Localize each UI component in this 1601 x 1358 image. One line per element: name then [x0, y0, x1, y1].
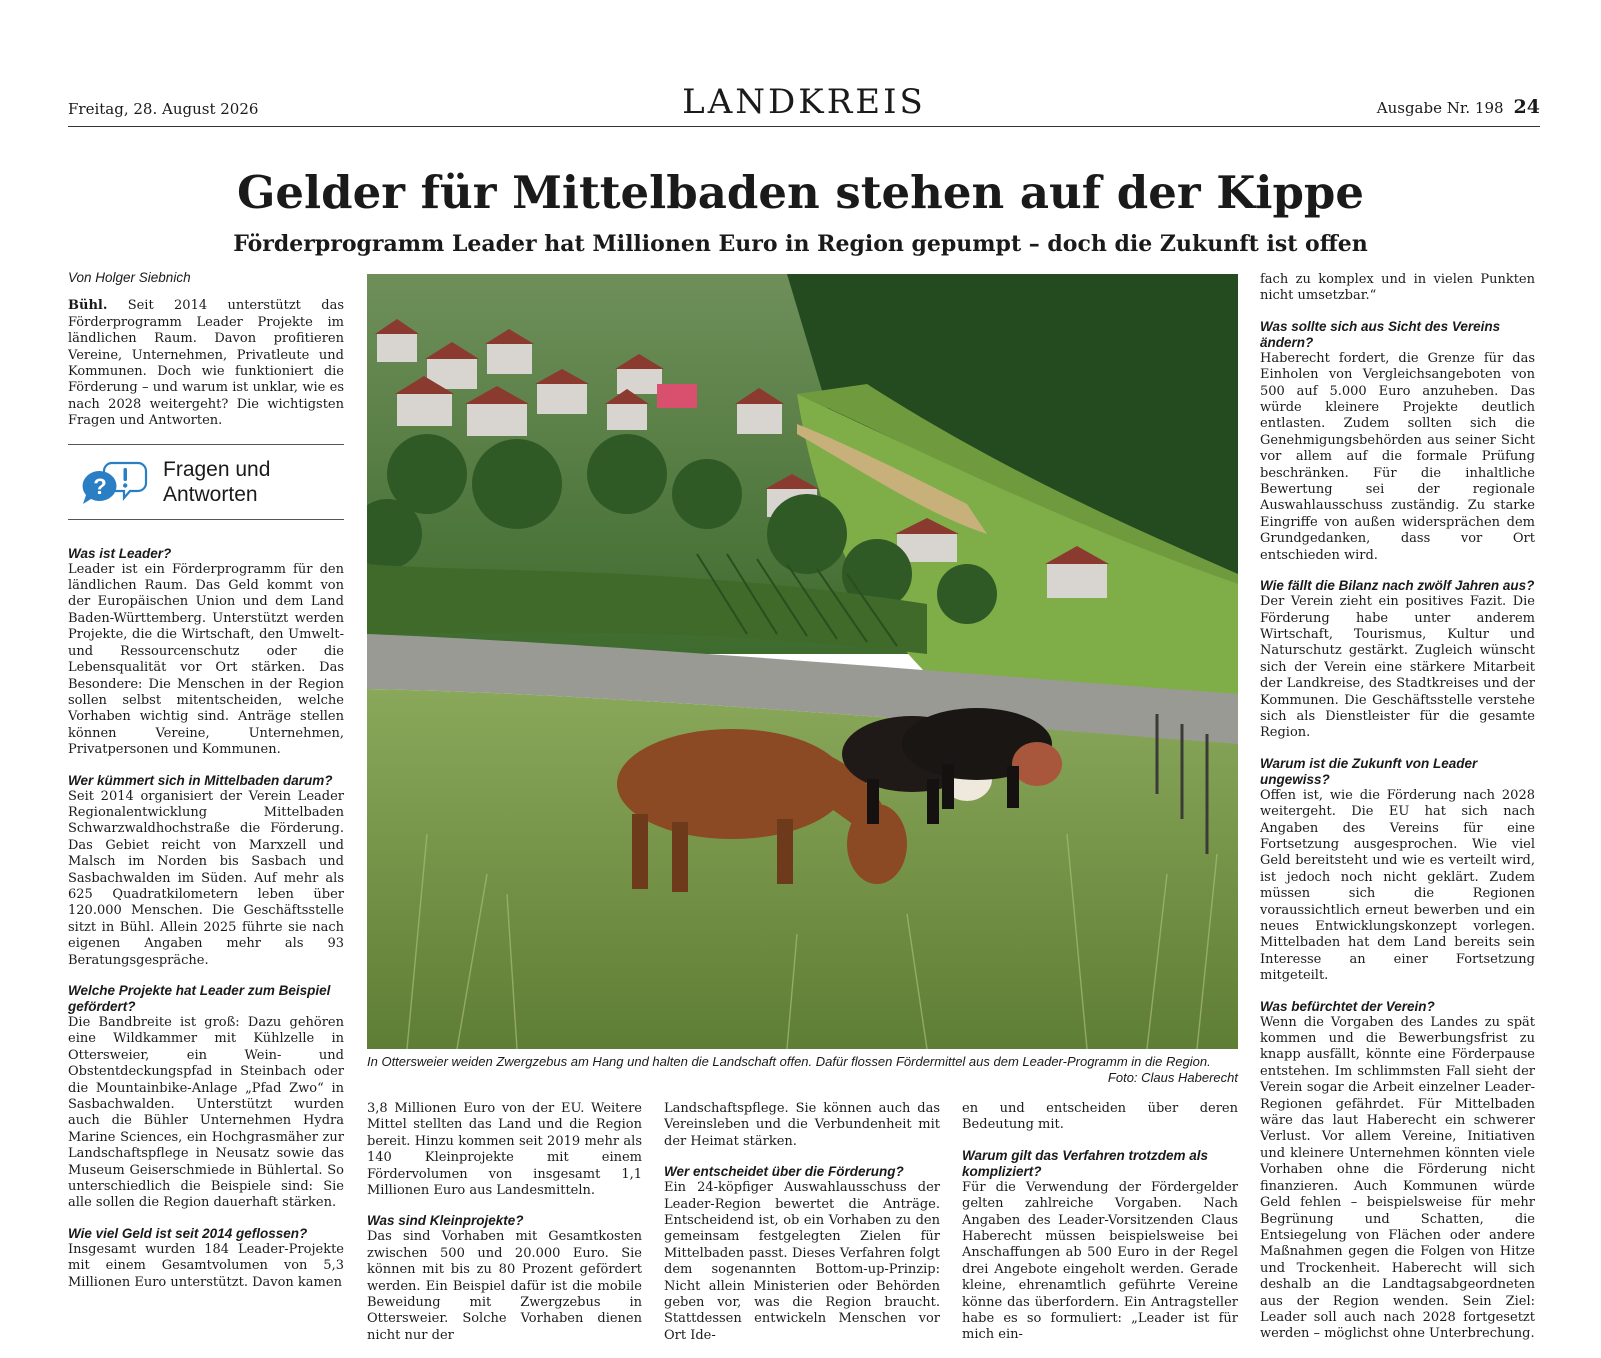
- qa-section: [367, 1101, 642, 1199]
- faq-title-line2: Antworten: [163, 482, 258, 506]
- answer: Offen ist, wie die Förderung nach 2028 weitergeht. Die EU hat sich nach Angaben des Vereins für eine Fortsetzung ausgesprochen. Wie viel Geld bereitsteht und wie es verteilt wird, ist jedoch noch nicht geklärt. Zudem müssen sich die Regionen voraussichtlich erneut bewerben und ein neues Entwicklungskonzept vorlegen. Mittelbaden hat dem Land bereits sein Interesse an einer Fortsetzung mitgeteilt.: [1260, 787, 1535, 984]
- section-title: LANDKREIS: [682, 82, 926, 122]
- column-1: [68, 270, 344, 1305]
- caption-text: In Ottersweier weiden Zwergzebus am Hang und halten die Landschaft offen. Dafür flossen Fördermittel aus dem Leader-Programm in die Region.: [367, 1054, 1211, 1069]
- faq-box: [68, 444, 344, 520]
- headline: Gelder für Mittelbaden stehen auf der Kippe: [237, 166, 1364, 219]
- faq-title-line1: Fragen und: [163, 457, 271, 481]
- question: Was ist Leader?: [68, 545, 172, 561]
- question-exclamation-bubbles-icon: [80, 457, 150, 509]
- question: Warum ist die Zukunft von Leader ungewiss?: [1260, 755, 1478, 787]
- answer: Ein 24-köpfiger Auswahlausschuss der Leader-Region bewertet die Anträge. Entscheidend ist, ob ein Vorhaben zu den gemeinsam festgelegten Zielen für Mittelbaden passt. Dieses Verfahren folgt dem sogenannten Bottom-up-Prinzip: Nicht allein Ministerien oder Behörden geben vor, was die Region braucht. Stattdessen entwickeln Menschen vor Ort Ide-: [664, 1180, 940, 1343]
- svg-text:?: ?: [93, 473, 107, 499]
- qa-section: [1260, 578, 1535, 742]
- qa-section: [664, 1101, 940, 1150]
- qa-section: [68, 773, 344, 969]
- byline: Von Holger Siebnich: [68, 270, 191, 285]
- column-5: [1260, 272, 1535, 1357]
- qa-section: [962, 1148, 1238, 1344]
- dateline: Bühl.: [68, 298, 108, 314]
- qa-section: [367, 1213, 642, 1344]
- column-4: [962, 1101, 1238, 1358]
- issue-number: Ausgabe Nr. 198: [1376, 99, 1504, 117]
- photo-caption: [367, 1054, 1238, 1086]
- question: Wie fällt die Bilanz nach zwölf Jahren aus?: [1260, 578, 1535, 594]
- question: Warum gilt das Verfahren trotzdem als kompliziert?: [962, 1147, 1209, 1179]
- answer: Seit 2014 organisiert der Verein Leader Regionalentwicklung Mittelbaden Schwarzwaldhochstraße die Förderung. Das Gebiet reicht von Marxzell und Malsch im Norden bis Sasbach und Sasbachwalden im Süden. Auf mehr als 625 Quadratkilometern leben über 120.000 Menschen. Die Geschäftsstelle sitzt in Bühl. Allein 2025 führte sie nach eigenen Angaben mehr als 93 Beratungsgespräche.: [68, 788, 344, 968]
- answer: Insgesamt wurden 184 Leader-Projekte mit einem Gesamtvolumen von 5,3 Millionen Euro unterstützt. Davon kamen: [68, 1241, 344, 1290]
- qa-section: [68, 983, 344, 1212]
- issue-info: [1377, 96, 1540, 118]
- question: Wie viel Geld ist seit 2014 geflossen?: [68, 1225, 308, 1241]
- answer: Haberecht fordert, die Grenze für das Einholen von Vergleichsangeboten von 500 auf 5.000 Euro anzuheben. Das würde kleinere Projekte deutlich entlasten. Zudem sollten sich die Genehmigungsbehörden aus seiner Sicht vor allem auf die formale Prüfung beschränken. Für die inhaltliche Bewertung sei der regionale Auswahlausschuss zuständig. Zu starke Eingriffe von außen widersprächen dem Grundgedanken, dass vor Ort entschieden wird.: [1260, 350, 1535, 563]
- photo-credit: Foto: Claus Haberecht: [1107, 1070, 1238, 1085]
- column-2: [367, 1101, 642, 1358]
- subheadline: Förderprogramm Leader hat Millionen Euro in Region gepumpt – doch die Zukunft ist offen: [233, 231, 1368, 257]
- answer: Das sind Vorhaben mit Gesamtkosten zwischen 500 und 20.000 Euro. Sie können mit bis zu 80 Prozent gefördert werden. Ein Beispiel dafür ist die mobile Beweidung mit Zwergzebus in Ottersweier. Solche Vorhaben dienen nicht nur der: [367, 1229, 642, 1343]
- article-photo: [367, 274, 1238, 1049]
- answer: Leader ist ein Förderprogramm für den ländlichen Raum. Das Geld kommt von der Europäischen Union und dem Land Baden-Württemberg. Unterstützt werden Projekte, die die Wirtschaft, den Umwelt- und Ressourcenschutz oder die Lebensqualität vor Ort stärken. Das Besondere: Die Menschen in der Region sollen selbst mitentscheiden, welche Vorhaben wichtig sind. Anträge stellen können Vereine, Unternehmen, Privatpersonen und Kommunen.: [68, 561, 344, 758]
- answer: Landschaftspflege. Sie können auch das Vereinsleben und die Verbundenheit mit der Heimat stärken.: [664, 1101, 940, 1149]
- qa-section: [664, 1164, 940, 1344]
- question: Welche Projekte hat Leader zum Beispiel gefördert?: [68, 983, 331, 1014]
- page-number: 24: [1513, 96, 1540, 118]
- question: Was befürchtet der Verein?: [1260, 998, 1435, 1014]
- answer: Für die Verwendung der Fördergelder gelten zahlreiche Vorgaben. Nach Angaben des Leader-Vorsitzenden Claus Haberecht müssen beispielsweise bei Anschaffungen ab 500 Euro in der Regel drei Angebote eingeholt werden. Gerade kleine, ehrenamtlich geführte Vereine könne das überfordern. Ein Antragsteller habe es so formuliert: „Leader ist für mich ein-: [962, 1179, 1238, 1343]
- issue-date: Freitag, 28. August 2026: [68, 100, 259, 118]
- qa-section: [1260, 756, 1535, 985]
- question: Wer entscheidet über die Förderung?: [664, 1164, 904, 1180]
- lead-text: Seit 2014 unterstützt das Förderprogramm Leader Projekte im ländlichen Raum. Davon profitieren Vereine, Unternehmen, Privatleute und Kommunen. Doch wie funktioniert die Förderung – und warum ist unklar, wie es nach 2028 weitergeht? Die wichtigsten Fragen und Antworten.: [68, 298, 344, 429]
- qa-section: [1260, 272, 1535, 305]
- pink-house: [657, 384, 697, 408]
- question: Wer kümmert sich in Mittelbaden darum?: [68, 772, 333, 788]
- qa-section: [68, 1226, 344, 1291]
- qa-section: [1260, 319, 1535, 564]
- answer: en und entscheiden über deren Bedeutung mit.: [962, 1101, 1238, 1133]
- faq-title: [163, 457, 270, 507]
- answer: fach zu komplex und in vielen Punkten nicht umsetzbar.“: [1260, 272, 1535, 304]
- column-3: [664, 1101, 940, 1358]
- lead-paragraph: [68, 298, 344, 429]
- qa-section: [962, 1101, 1238, 1134]
- qa-section: [1260, 999, 1535, 1343]
- qa-section: [68, 546, 344, 759]
- question: Was sollte sich aus Sicht des Vereins ändern?: [1260, 318, 1501, 350]
- answer: Wenn die Vorgaben des Landes zu spät kommen und die Bewerbungsfrist zu knapp ausfällt, könnte eine Förderpause entstehen. Im schlimmsten Fall sieht der Verein sogar die Arbeit einzelner Leader-Regionen gefährdet. Für Mittelbaden wäre das laut Haberecht ein schwerer Verlust. Vor allem Vereine, Initiativen und kleinere Unternehmen könnten viele Vorhaben ohne die Förderung nicht finanzieren. Auch Kommunen würde Geld fehlen – beispielsweise für mehr Begrünung und Schatten, die Entsiegelung von Flächen oder andere Maßnahmen gegen die Folgen von Hitze und Trockenheit. Haberecht will sich deshalb an die Landtagsabgeordneten aus der Region wenden. Sein Ziel: Leader soll auch nach 2028 fortgesetzt werden – möglichst ohne Unterbrechung.: [1260, 1014, 1535, 1342]
- question: Was sind Kleinprojekte?: [367, 1213, 524, 1229]
- answer: 3,8 Millionen Euro von der EU. Weitere Mittel stellten das Land und die Region bereit. Hinzu kommen seit 2019 mehr als 140 Kleinprojekte mit einem Fördervolumen von insgesamt 1,1 Millionen Euro aus Landesmitteln.: [367, 1101, 642, 1199]
- answer: Der Verein zieht ein positives Fazit. Die Förderung habe unter anderem Wirtschaft, Tourismus, Kultur und Naturschutz gestärkt. Zugleich wünscht sich der Verein eine stärkere Mitarbeit der Landkreise, des Stadtkreises und der Kommunen. Die Geschäftsstelle verstehe sich als Dienstleister für die gesamte Region.: [1260, 594, 1535, 741]
- answer: Die Bandbreite ist groß: Dazu gehören eine Wildkammer mit Kühlzelle in Ottersweier, ein Wein- und Obstentdeckungspfad in Steinbach oder die Mountainbike-Anlage „Pfad Zwo“ in Sasbachwalden. Unterstützt wurden auch die Bühler Unternehmen Hydra Marine Sciences, ein Hochgrasmäher zur Landschaftspflege in Neusatz sowie das Museum Geiserschmiede in Bühlertal. So unterschiedlich die Beispiele sind: Sie alle sollen die Region dauerhaft stärken.: [68, 1015, 344, 1211]
- masthead: [68, 78, 1540, 127]
